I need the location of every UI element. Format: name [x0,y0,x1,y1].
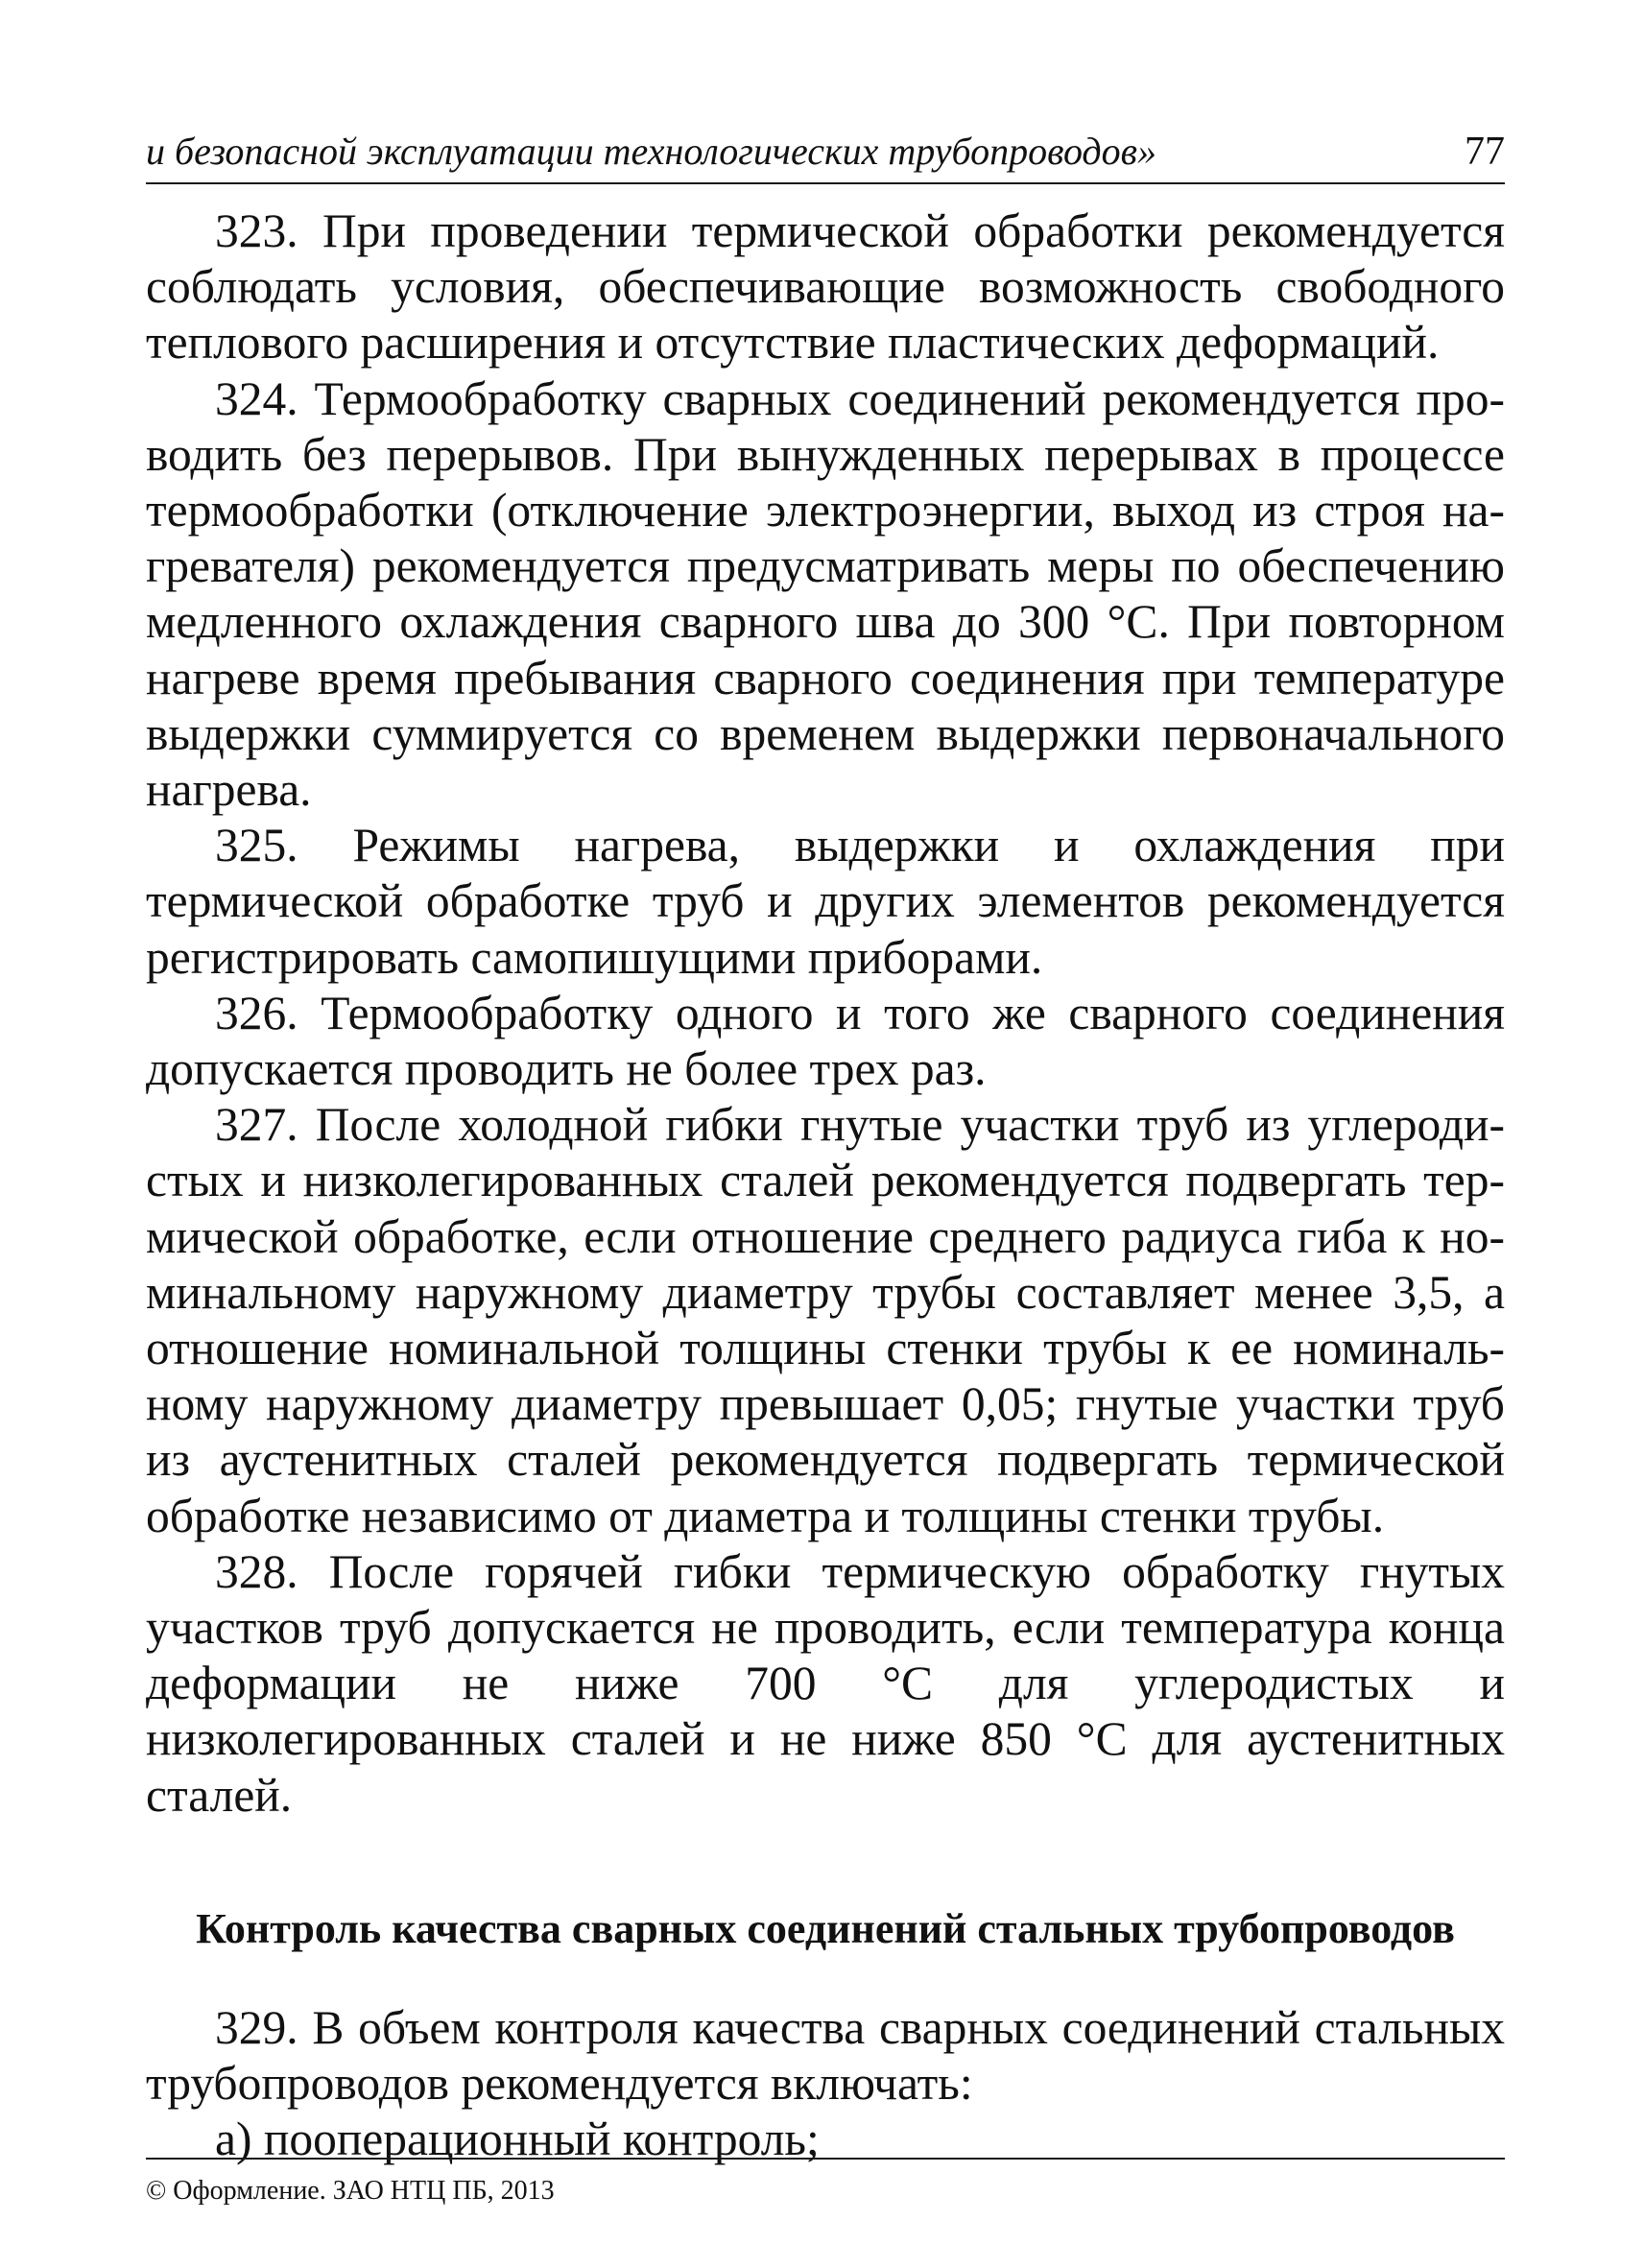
paragraph-325: 325. Режимы нагрева, выдержки и охлаждения при термической обработке труб и других элементов рекомендуется регистрировать самопишущими приборами. [146,819,1505,984]
paragraph-329: 329. В объем контроля качества сварных соединений стальных трубопроводов рекомендуется включать: [146,2000,1505,2111]
paragraph-327: 327. После холодной гибки гнутые участки труб из углеродистых и низколегированных сталей рекомендуется подвергать термической обработке, если отношение среднего радиуса гиба к номинальному наружному диаметру трубы составляет менее 3,5, а отношение номинальной толщины стенки трубы к ее номинальному наружному диаметру превышает 0,05; гнутые участки труб из аустенитных сталей рекомендуется подвергать термической обработке независимо от диаметра и толщины стенки трубы. [146,1098,1505,1542]
paragraph-324: 324. Термообработку сварных соединений рекомендуется проводить без перерывов. При вынужденных перерывах в процессе термообработки (отключение электроэнергии, выход из строя нагревателя) рекомендуется предусматривать меры по обеспечению медленного охлаждения сварного шва до 300 °C. При повторном нагреве время пребывания сварного соединения при температуре выдержки суммируется со временем выдержки первоначального нагрева. [146,371,1505,817]
paragraph-328: 328. После горячей гибки термическую обработку гнутых участков труб допускается не проводить, если температура конца деформации не ниже 700 °C для углеродистых и низколегированных сталей и не ниже 850 °C для аустенитных сталей. [146,1544,1505,1822]
paragraph-323: 323. При проведении термической обработки рекомендуется соблюдать условия, обеспечивающие возможность свободного теплового расширения и отсутствие пластических деформаций. [146,204,1505,370]
running-header [146,123,1505,184]
section-heading: Контроль качества сварных соединений стальных трубопроводов [196,1904,1455,1952]
list-item-a: а) пооперационный контроль; [215,2113,820,2166]
body-text [146,203,1505,2168]
paragraph-326: 326. Термообработку одного и того же сварного соединения допускается проводить не более трех раз. [146,986,1505,1096]
footer-copyright: © Оформление. ЗАО НТЦ ПБ, 2013 [146,2176,555,2206]
footer-divider [146,2158,1505,2160]
running-title: и безопасной эксплуатации технологических трубопроводов» [146,130,1157,173]
page-number: 77 [1465,130,1505,174]
